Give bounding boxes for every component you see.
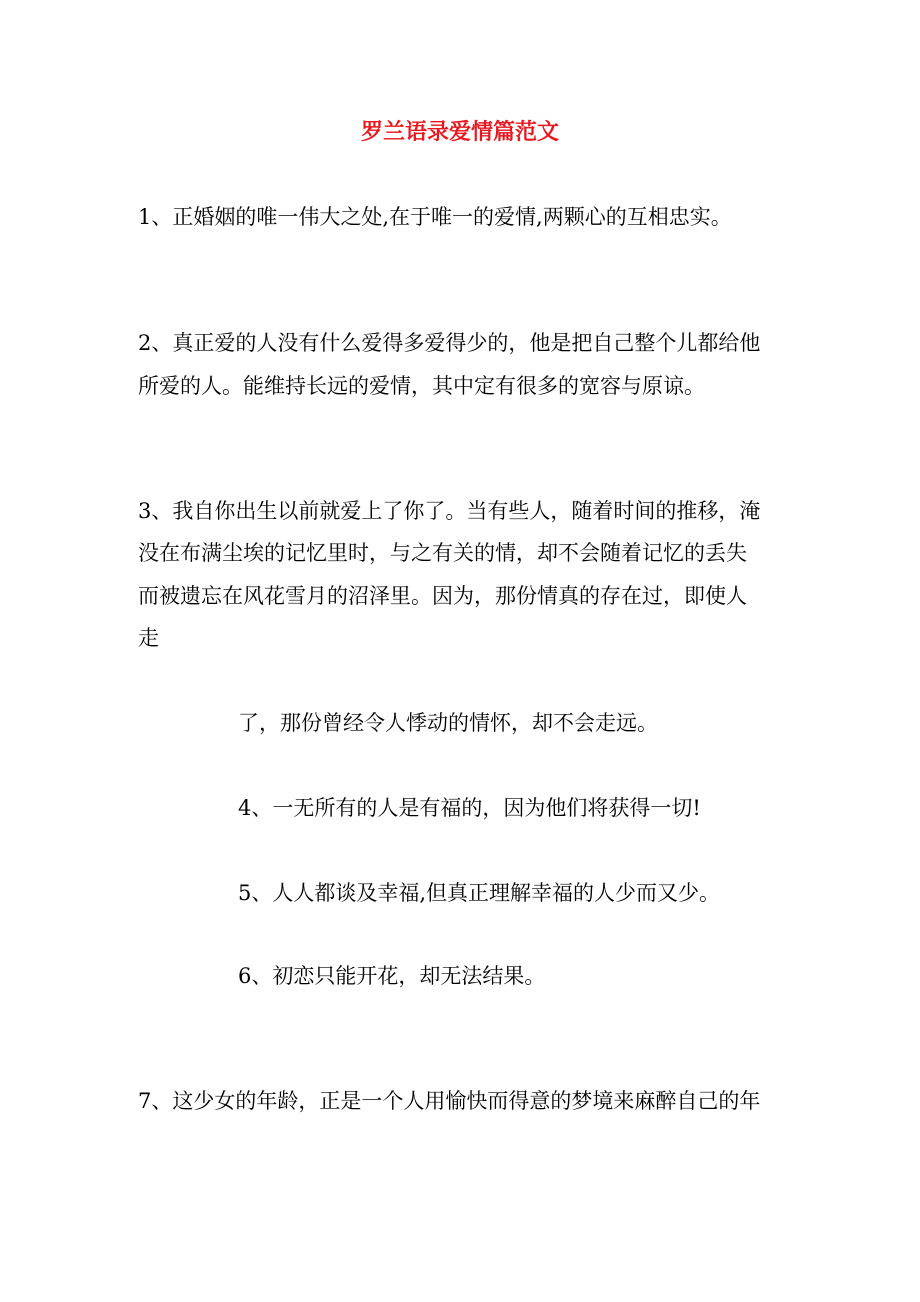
text-line: 6、初恋只能开花，却无法结果。 bbox=[238, 964, 546, 988]
text-line: 没在布满尘埃的记忆里时，与之有关的情，却不会随着记忆的丢失 bbox=[138, 541, 747, 565]
text-line: 3、我自你出生以前就爱上了你了。当有些人，随着时间的推移，淹 bbox=[138, 499, 761, 523]
text-line: 4、一无所有的人是有福的，因为他们将获得一切! bbox=[238, 796, 701, 820]
text-line: 走 bbox=[138, 626, 159, 650]
text-line: 7、这少女的年龄，正是一个人用愉快而得意的梦境来麻醉自己的年 bbox=[138, 1089, 761, 1113]
text-line: 所爱的人。能维持长远的爱情，其中定有很多的宽容与原谅。 bbox=[138, 374, 705, 398]
text-line: 了，那份曾经令人悸动的情怀，却不会走远。 bbox=[238, 711, 658, 735]
text-line: 5、人人都谈及幸福,但真正理解幸福的人少而又少。 bbox=[238, 881, 721, 905]
text-line: 而被遗忘在风花雪月的沼泽里。因为，那份情真的存在过，即使人 bbox=[138, 584, 747, 608]
text-line: 1、正婚姻的唯一伟大之处,在于唯一的爱情,两颗心的互相忠实。 bbox=[138, 205, 732, 229]
document-title: 罗兰语录爱情篇范文 bbox=[360, 119, 559, 145]
text-line: 2、真正爱的人没有什么爱得多爱得少的，他是把自己整个儿都给他 bbox=[138, 331, 761, 355]
